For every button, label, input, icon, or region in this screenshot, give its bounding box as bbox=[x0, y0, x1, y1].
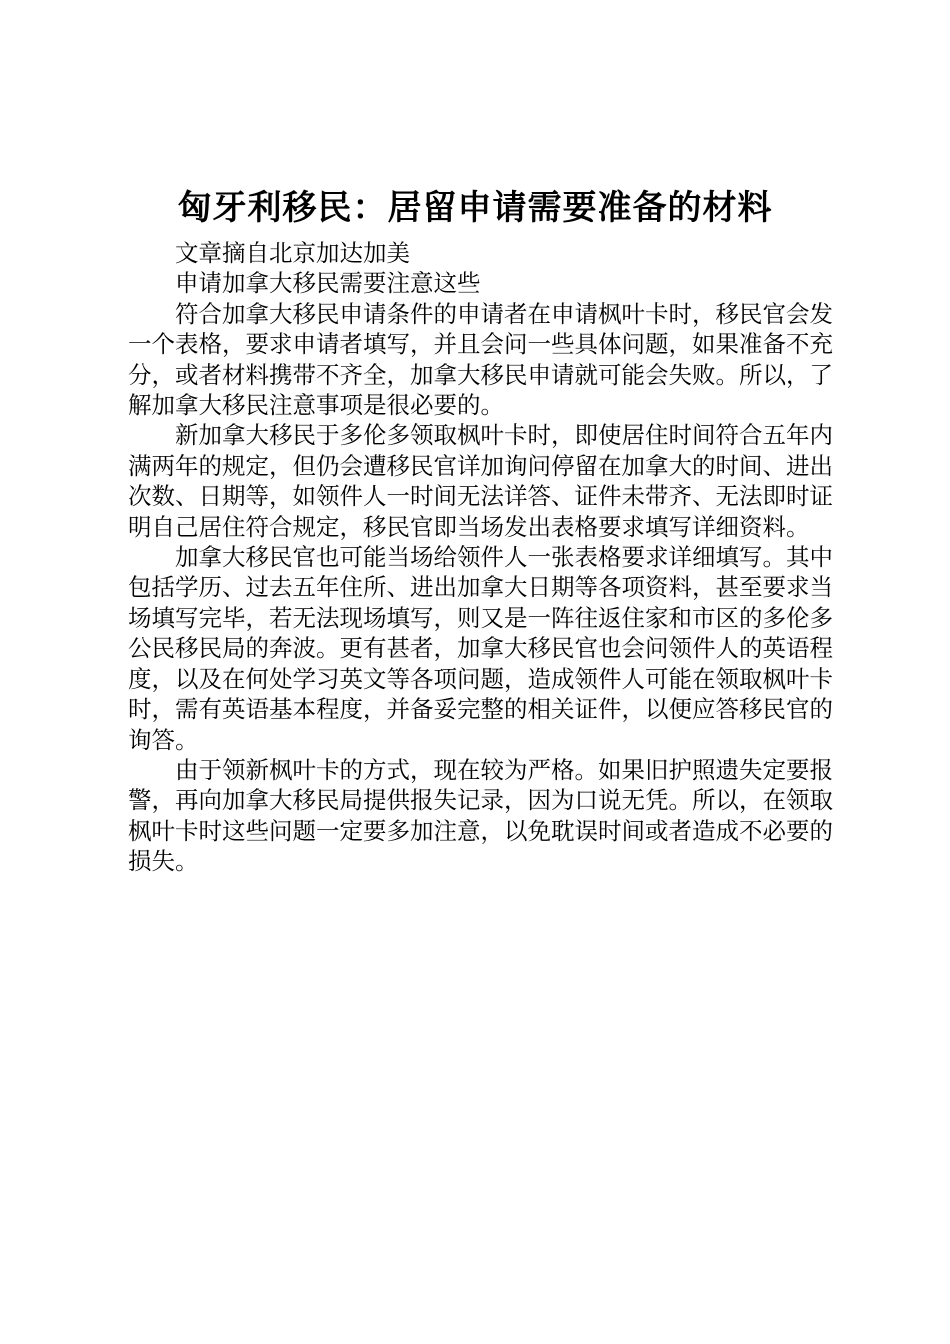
document-title: 匈牙利移民：居留申请需要准备的材料 bbox=[177, 188, 773, 228]
body-paragraph: 新加拿大移民于多伦多领取枫叶卡时，即使居住时间符合五年内满两年的规定，但仍会遭移民官详加询问停留在加拿大的时间、进出次数、日期等，如领件人一时间无法详答、证件未带齐、无法即时证明自己居住符合规定，移民官即当场发出表格要求填写详细资料。 bbox=[128, 421, 833, 541]
body-paragraph: 加拿大移民官也可能当场给领件人一张表格要求详细填写。其中包括学历、过去五年住所、进出加拿大日期等各项资料，甚至要求当场填写完毕，若无法现场填写，则又是一阵往返住家和市区的多伦多公民移民局的奔波。更有甚者，加拿大移民官也会问领件人的英语程度，以及在何处学习英文等各项问题，造成领件人可能在领取枫叶卡时，需有英语基本程度，并备妥完整的相关证件，以便应答移民官的询答。 bbox=[128, 543, 833, 754]
source-line: 文章摘自北京加达加美 bbox=[175, 239, 410, 267]
subtitle-line: 申请加拿大移民需要注意这些 bbox=[175, 269, 481, 298]
document-body bbox=[128, 238, 833, 877]
body-paragraph: 符合加拿大移民申请条件的申请者在申请枫叶卡时，移民官会发一个表格，要求申请者填写，并且会问一些具体问题，如果准备不充分，或者材料携带不齐全，加拿大移民申请就可能会失败。所以，了解加拿大移民注意事项是很必要的。 bbox=[128, 299, 833, 420]
body-paragraph: 由于领新枫叶卡的方式，现在较为严格。如果旧护照遗失定要报警，再向加拿大移民局提供报失记录，因为口说无凭。所以，在领取枫叶卡时这些问题一定要多加注意，以免耽误时间或者造成不必要的损失。 bbox=[128, 755, 833, 876]
